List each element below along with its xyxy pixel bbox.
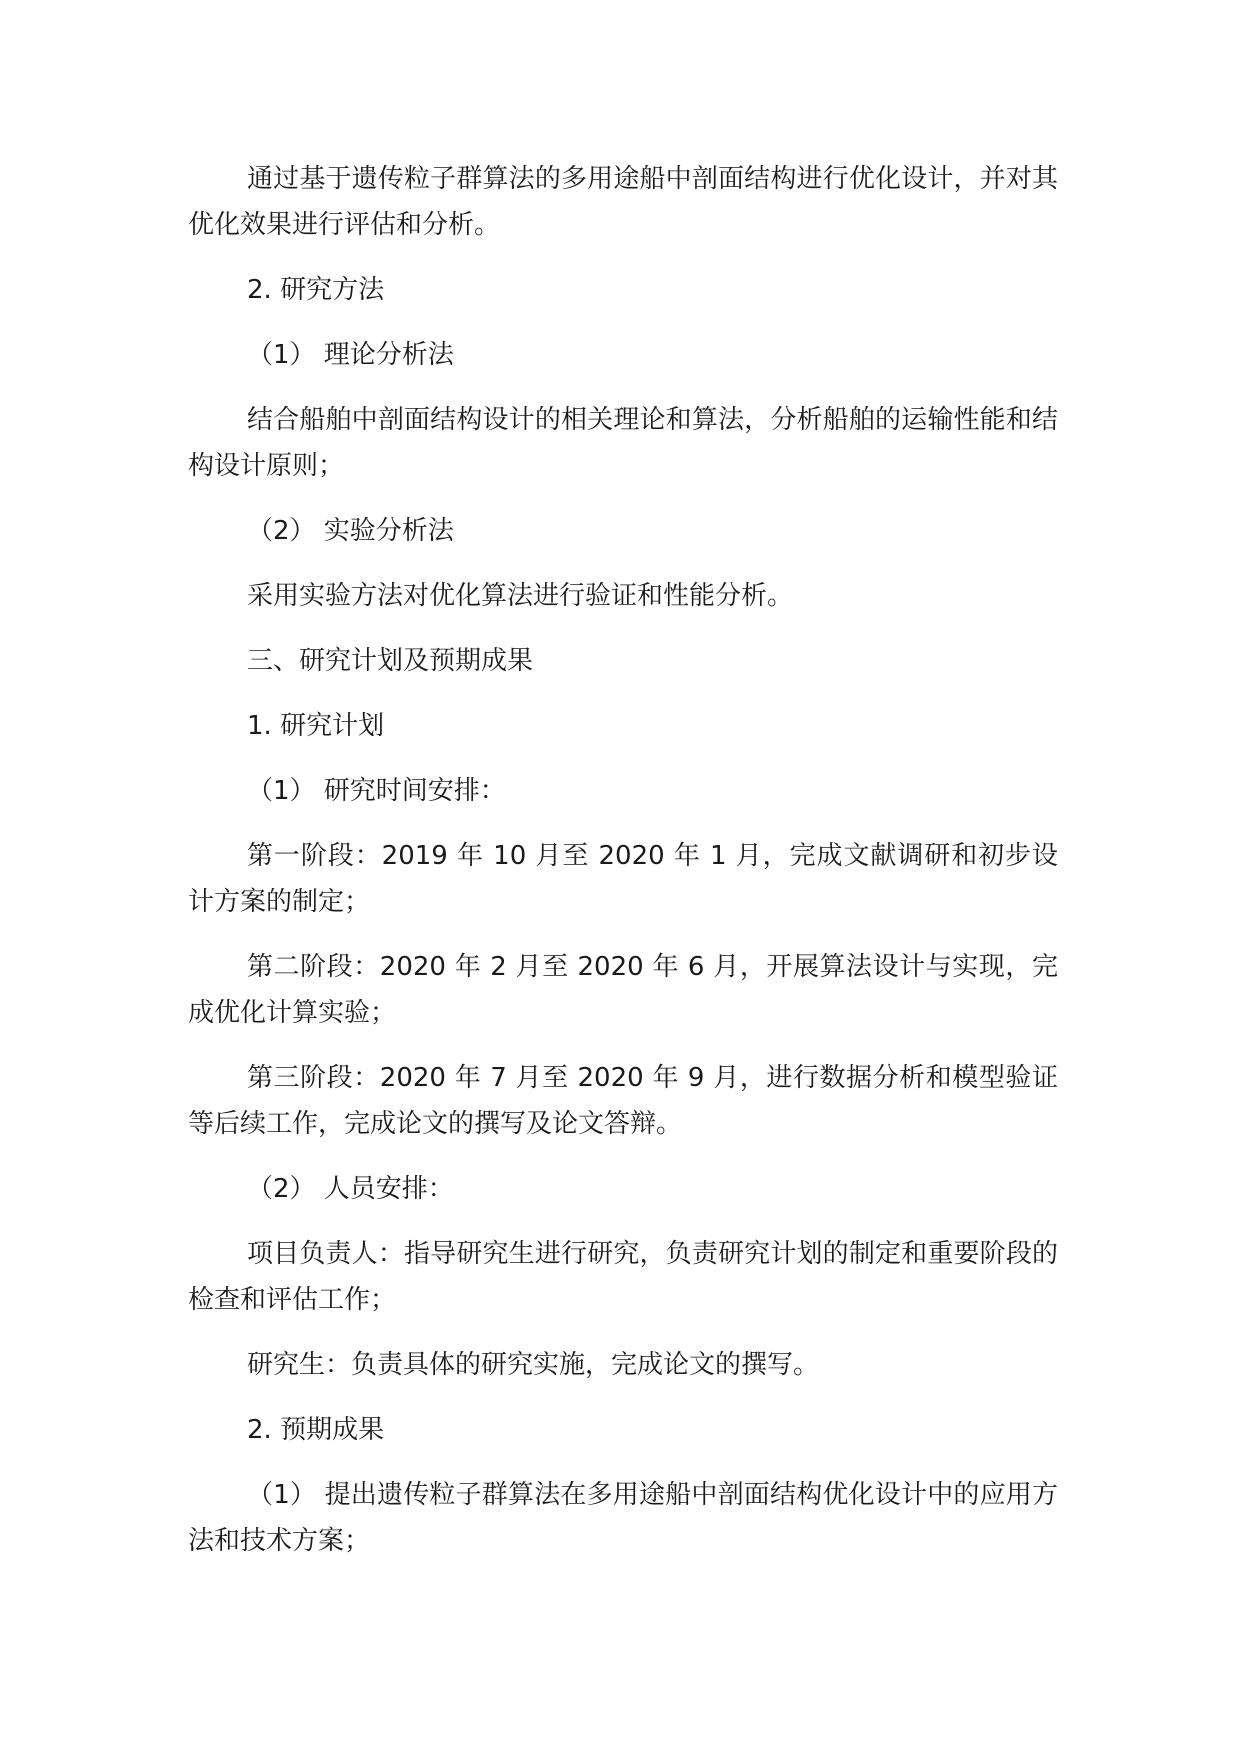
document-body (188, 156, 1058, 1583)
paragraph-theoretical-analysis: 结合船舶中剖面结构设计的相关理论和算法，分析船舶的运输性能和结构设计原则； (188, 405, 1058, 481)
subheading-experimental-analysis: （2） 实验分析法 (247, 516, 454, 546)
subheading-schedule: （1） 研究时间安排： (247, 776, 506, 806)
heading-section-three: 三、研究计划及预期成果 (247, 646, 534, 676)
paragraph-experimental-analysis: 采用实验方法对优化算法进行验证和性能分析。 (247, 581, 794, 611)
paragraph-phase-three: 第三阶段：2020 年 7 月至 2020 年 9 月，进行数据分析和模型验证等后续工作，完成论文的撰写及论文答辩。 (188, 1063, 1058, 1139)
heading-research-plan: 1. 研究计划 (247, 711, 385, 741)
paragraph-graduate-student: 研究生：负责具体的研究实施，完成论文的撰写。 (247, 1350, 820, 1380)
heading-expected-results: 2. 预期成果 (247, 1415, 385, 1445)
paragraph-project-leader: 项目负责人：指导研究生进行研究，负责研究计划的制定和重要阶段的检查和评估工作； (188, 1239, 1058, 1315)
paragraph-expected-result-one: （1） 提出遗传粒子群算法在多用途船中剖面结构优化设计中的应用方法和技术方案； (188, 1480, 1058, 1556)
subheading-personnel: （2） 人员安排： (247, 1174, 454, 1204)
paragraph-phase-one: 第一阶段：2019 年 10 月至 2020 年 1 月，完成文献调研和初步设计方案的制定； (188, 841, 1058, 917)
paragraph-objective: 通过基于遗传粒子群算法的多用途船中剖面结构进行优化设计，并对其优化效果进行评估和分析。 (188, 164, 1058, 240)
heading-research-methods: 2. 研究方法 (247, 275, 385, 305)
subheading-theoretical-analysis: （1） 理论分析法 (247, 340, 454, 370)
paragraph-phase-two: 第二阶段：2020 年 2 月至 2020 年 6 月，开展算法设计与实现，完成优化计算实验； (188, 952, 1058, 1028)
